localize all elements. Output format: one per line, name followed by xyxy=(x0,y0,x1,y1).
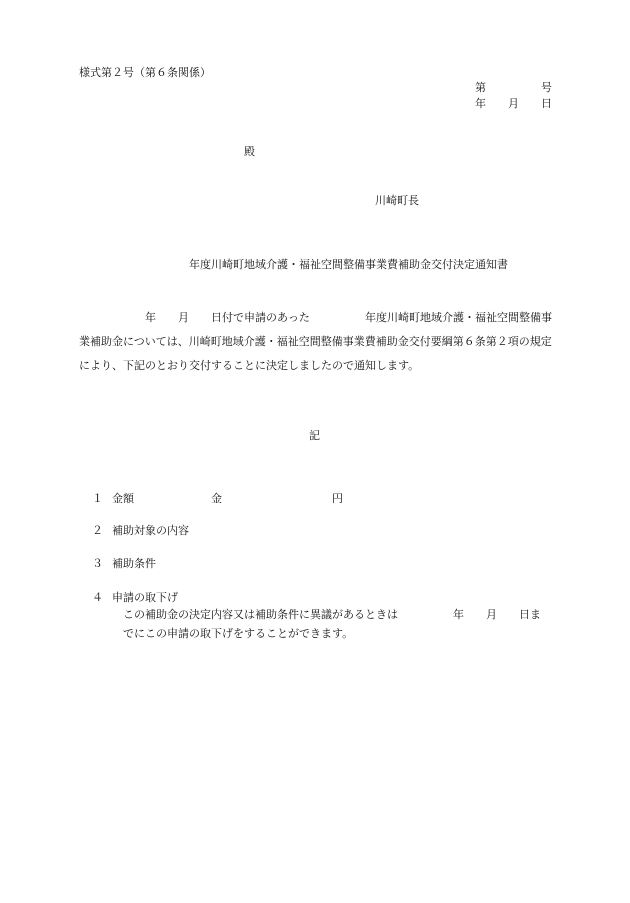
item2-label: 補助対象の内容 xyxy=(112,524,189,537)
item4-line1-day: 日ま xyxy=(519,608,541,621)
number-dai-label: 第 xyxy=(475,81,486,94)
form-number: 様式第２号（第６条関係） xyxy=(79,66,211,79)
date-month-label: 月 xyxy=(508,97,519,110)
item3-label: 補助条件 xyxy=(112,557,156,570)
date-day-label: 日 xyxy=(541,97,552,110)
body-line3: により、下記のとおり交付することに決定しましたので通知します。 xyxy=(79,359,420,372)
body-line1-month: 月 xyxy=(178,311,189,324)
item1-number: １ xyxy=(92,492,103,505)
item3-number: ３ xyxy=(92,557,103,570)
body-line1-text-a: 日付で申請のあった xyxy=(211,311,310,324)
item4-number: ４ xyxy=(92,591,103,604)
item1-yen: 円 xyxy=(332,492,343,505)
number-go-label: 号 xyxy=(541,81,552,94)
body-line1-text-b: 年度川崎町地域介護・福祉空間整備事 xyxy=(365,311,552,324)
item4-line2: でにこの申請の取下げをすることができます。 xyxy=(123,627,354,640)
item4-line1-year: 年 xyxy=(453,608,464,621)
item1-kin: 金 xyxy=(211,492,222,505)
addressee-suffix: 殿 xyxy=(244,145,255,158)
item1-label: 金額 xyxy=(112,492,134,505)
body-line2: 業補助金については、川崎町地域介護・福祉空間整備事業費補助金交付要綱第６条第２項の規定 xyxy=(79,335,552,348)
body-line1-year: 年 xyxy=(145,311,156,324)
item4-line1-month: 月 xyxy=(486,608,497,621)
item2-number: ２ xyxy=(92,524,103,537)
date-year-label: 年 xyxy=(475,97,486,110)
item4-line1-text: この補助金の決定内容又は補助条件に異議があるときは xyxy=(123,608,398,621)
item4-label: 申請の取下げ xyxy=(112,591,178,604)
ki-heading: 記 xyxy=(309,429,320,442)
document-title: 年度川崎町地域介護・福祉空間整備事業費補助金交付決定通知書 xyxy=(189,258,508,271)
sender-name: 川崎町長 xyxy=(375,194,419,207)
